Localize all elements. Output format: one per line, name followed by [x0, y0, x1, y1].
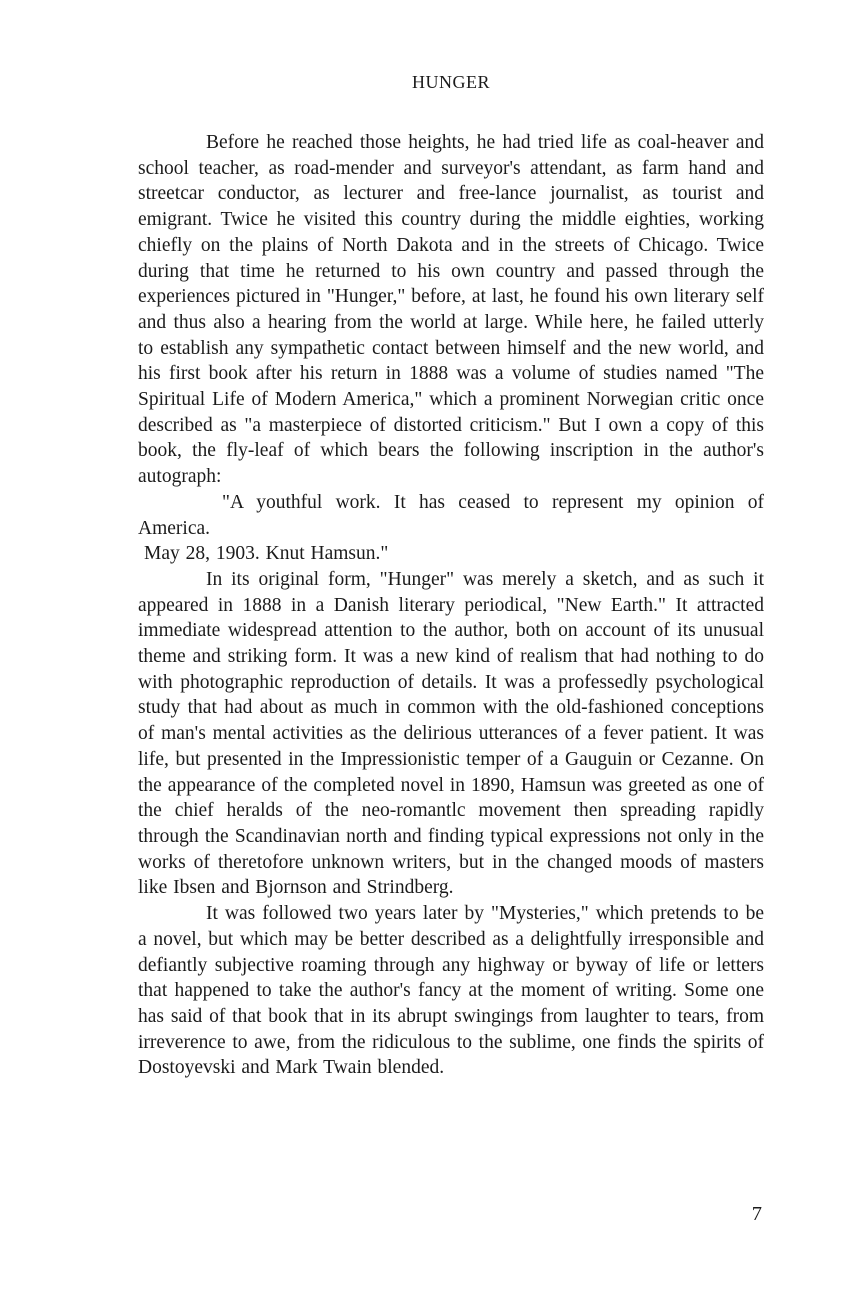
text-column: [138, 72, 764, 1081]
paragraph-mysteries: It was followed two years later by "Mysteries," which pretends to be a novel, but which may be better described as a delightfully irresponsible and defiantly subjective roaming through any highway or byway of life or letters that happened to take the author's fancy at the moment of writing. Some one has said of that book that in its abrupt swingings from laughter to tears, from irreverence to awe, from the ridiculous to the sublime, one finds the spirits of Dostoyevski and Mark Twain blended.: [138, 903, 764, 1079]
page-number: 7: [751, 1202, 762, 1225]
inscription-dateline: May 28, 1903. Knut Hamsun.": [144, 543, 389, 565]
paragraph-hunger-origin: In its original form, "Hunger" was merely a sketch, and as such it appeared in 1888 in a Danish literary periodical, "New Earth." It attracted immediate widespread attention to the author, both on account of its unusual theme and striking form. It was a new kind of realism that had nothing to do with photographic reproduction of details. It was a professedly psychological study that had about as much in common with the old-fashioned conceptions of man's mental activities as the delirious utterances of a fever patient. It was life, but presented in the Impressionistic temper of a Gauguin or Cezanne. On the appearance of the completed novel in 1890, Hamsun was greeted as one of the chief heralds of the neo-romantlc movement then spreading rapidly through the Scandinavian north and finding typical expressions not only in the works of theretofore unknown writers, but in the changed moods of masters like Ibsen and Bjornson and Strindberg.: [138, 568, 764, 899]
inscription-quote: "A youthful work. It has ceased to represent my opinion of America.: [138, 491, 764, 539]
paragraph-biography: Before he reached those heights, he had tried life as coal-heaver and school teacher, as road-mender and surveyor's attendant, as farm hand and streetcar conductor, as lecturer and free-lance journalist, as tourist and emigrant. Twice he visited this country during the middle eighties, working chiefly on the plains of North Dakota and in the streets of Chicago. Twice during that time he returned to his own country and passed through the experiences pictured in "Hunger," before, at last, he found his own literary self and thus also a hearing from the world at large. While here, he failed utterly to establish any sympathetic contact between himself and the new world, and his first book after his return in 1888 was a volume of studies named "The Spiritual Life of Modern America," which a prominent Norwegian critic once described as "a masterpiece of distorted criticism." But I own a copy of this book, the fly-leaf of which bears the following inscription in the author's autograph:: [138, 132, 764, 488]
page-header-title: HUNGER: [412, 72, 490, 92]
